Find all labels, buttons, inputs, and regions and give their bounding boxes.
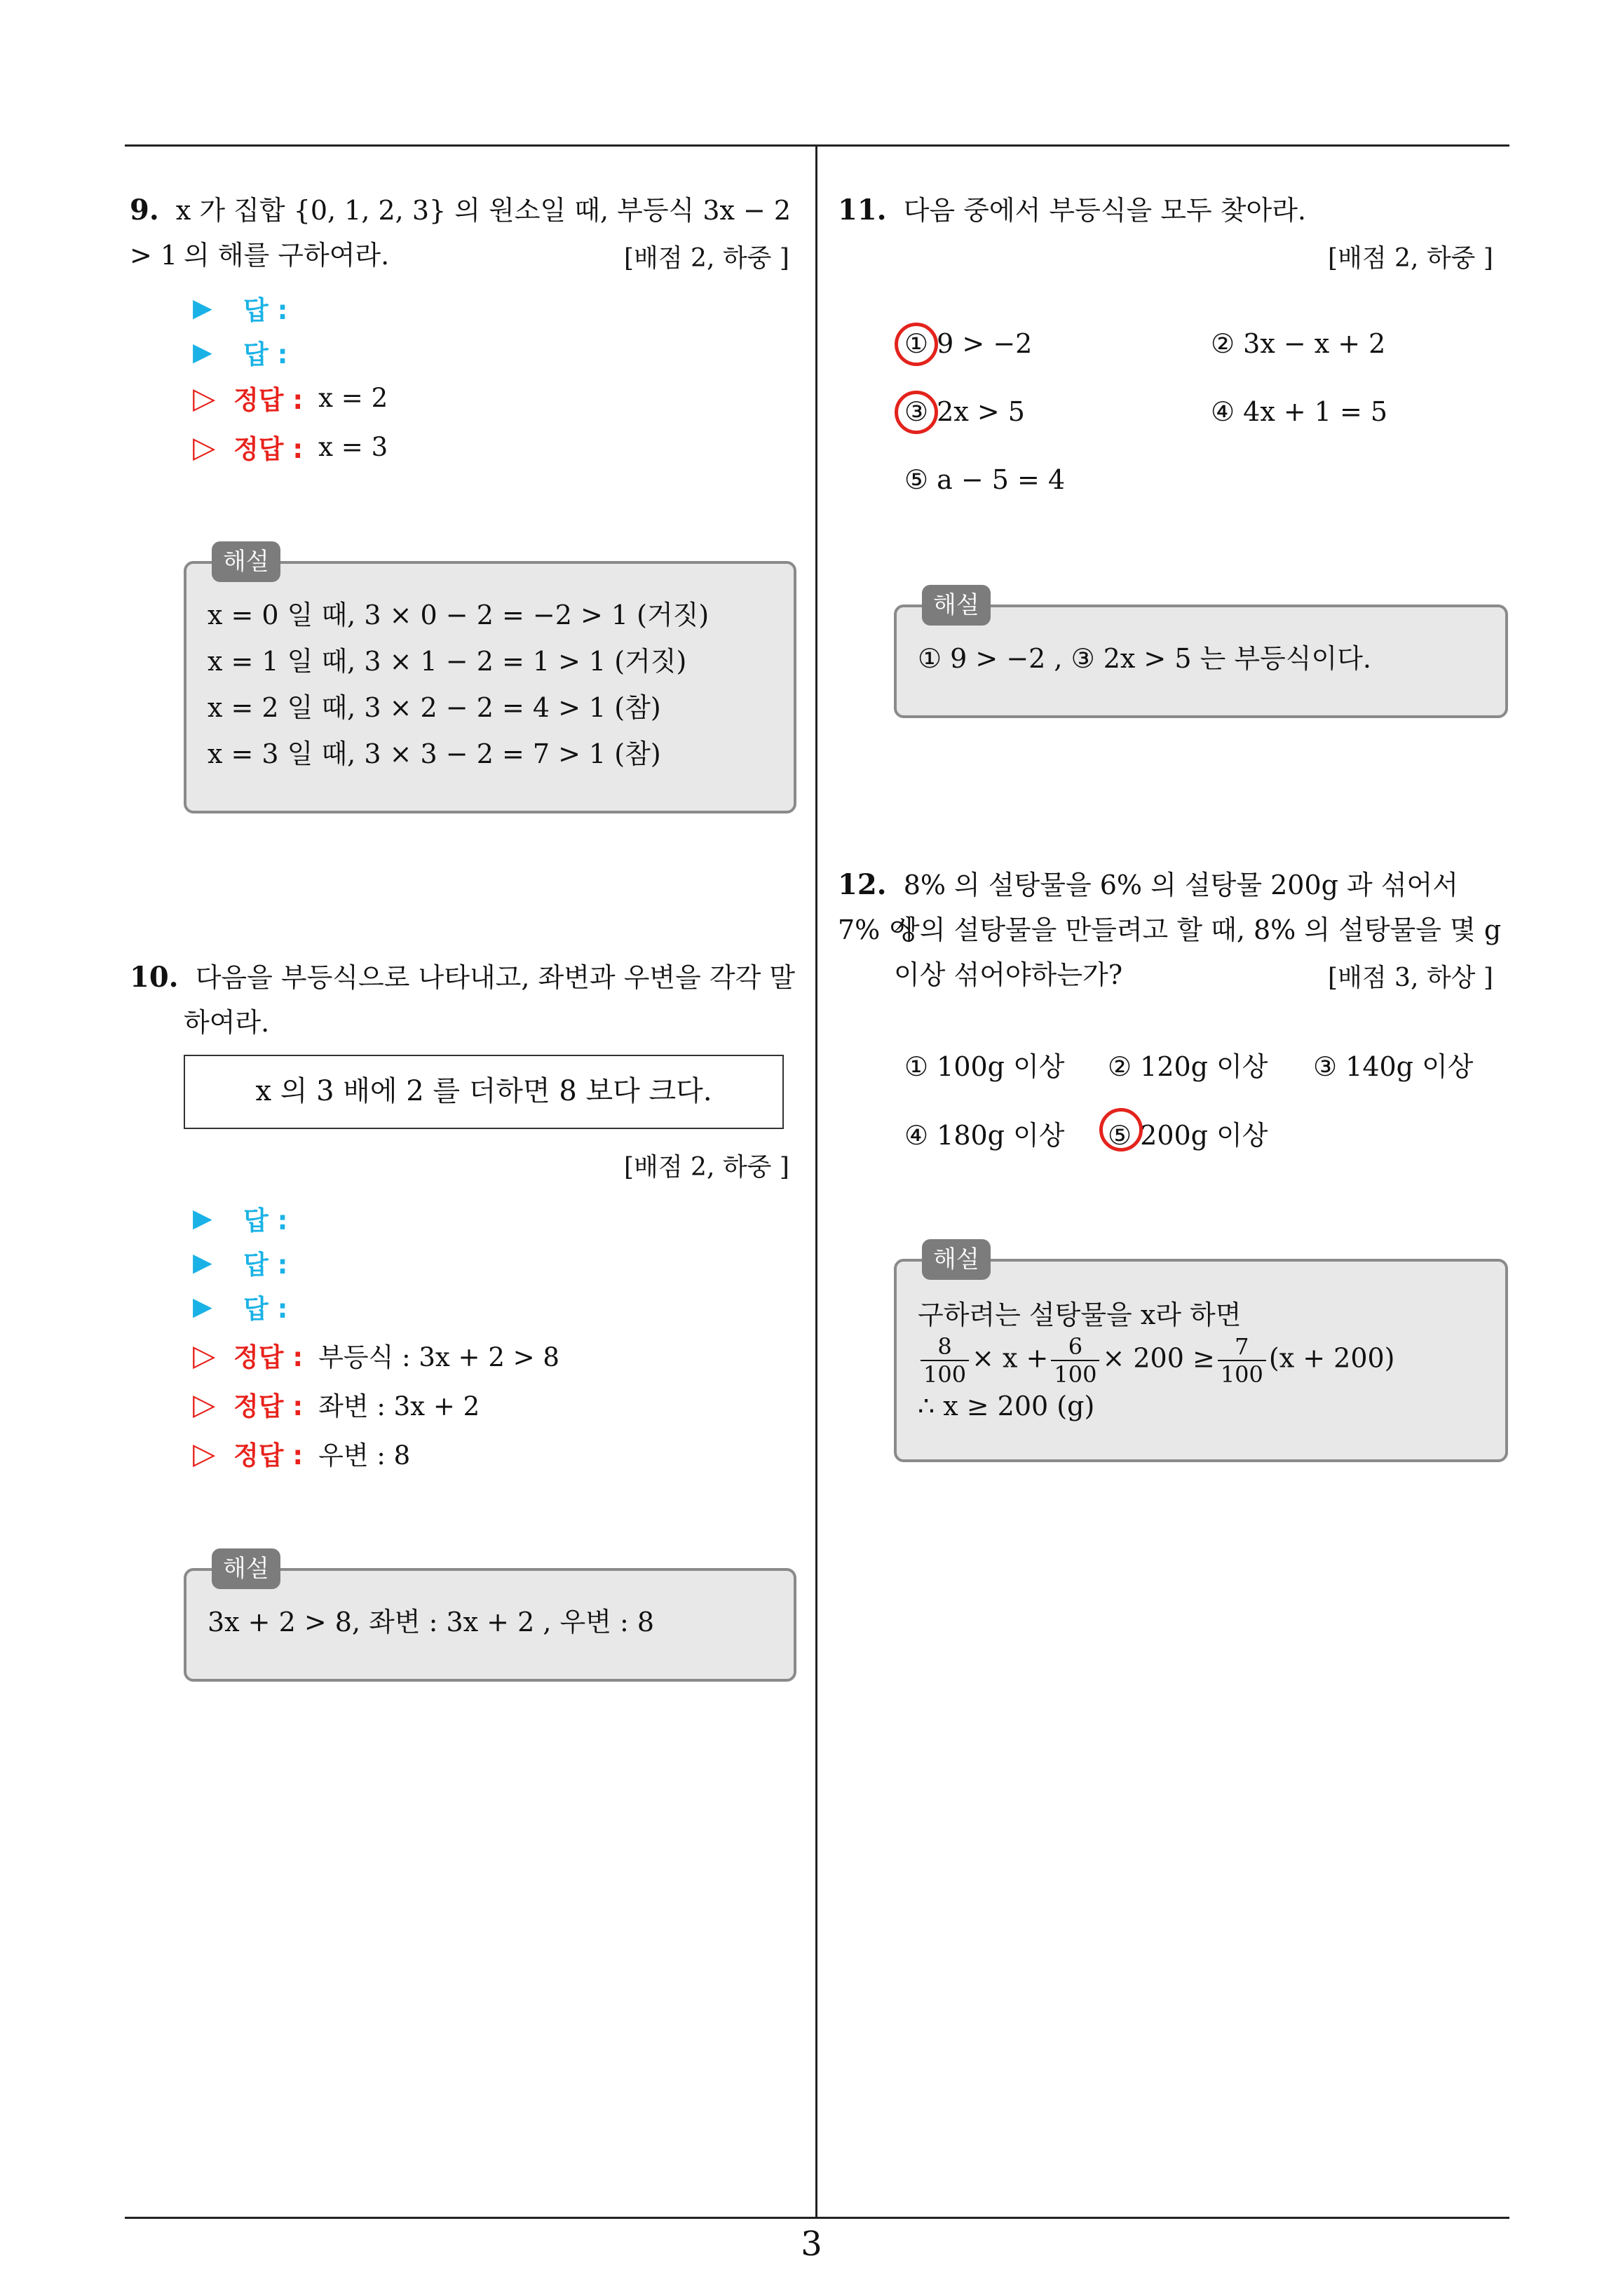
answer-row[interactable] — [193, 333, 308, 371]
question-12-score: [배점 3, 하상 ] — [1328, 964, 1493, 992]
solution-line: x = 0 일 때, 3 × 0 − 2 = −2 > 1 (거짓) — [208, 600, 709, 630]
question-10-statement-box — [184, 1055, 784, 1129]
question-11-number: 11. — [838, 194, 887, 227]
red-triangle-icon: ▷ — [193, 1386, 216, 1422]
answer-label: 답 : — [243, 1294, 288, 1324]
correct-answer-value: x = 3 — [318, 431, 388, 462]
correct-label: 정답 : — [233, 385, 304, 415]
choice-2[interactable]: ② 120g 이상 — [1108, 1051, 1268, 1082]
solution-line: x = 1 일 때, 3 × 1 − 2 = 1 > 1 (거짓) — [208, 646, 687, 677]
choice-5[interactable]: ⑤ 200g 이상 — [1108, 1120, 1268, 1151]
question-11-score: [배점 2, 하중 ] — [1328, 244, 1493, 273]
correct-answer-row — [193, 428, 388, 466]
answer-row[interactable] — [193, 1288, 308, 1325]
choice-3[interactable]: ③ 140g 이상 — [1313, 1051, 1474, 1082]
blue-triangle-icon: ▶ — [193, 337, 212, 367]
solution-box-12 — [894, 1259, 1508, 1462]
blue-triangle-icon: ▶ — [193, 1203, 212, 1233]
selected-circle-mark — [1099, 1108, 1143, 1152]
question-10-number: 10. — [130, 961, 179, 994]
question-12-text-line3: 이상 섞어야하는가? — [894, 959, 1123, 990]
choice-2[interactable]: ② 3x − x + 2 — [1211, 328, 1386, 359]
choice-5[interactable]: ⑤ a − 5 = 4 — [904, 464, 1066, 495]
question-12-line2 — [894, 907, 1501, 952]
question-9-text-line2: 의 해를 구하여라. — [184, 240, 390, 271]
solution-inequality: $\frac{8}{100}$ × x + $\frac{6}{100}$ × 200 ≥ $\frac{7}{100}$ (x + 200) — [918, 1333, 1484, 1388]
answer-label: 답 : — [243, 1206, 288, 1236]
question-10-score: [배점 2, 하중 ] — [624, 1153, 789, 1182]
answer-row[interactable] — [193, 1199, 308, 1237]
solution-box-9 — [184, 561, 796, 813]
correct-answer-row — [193, 1434, 410, 1472]
solution-tab: 해설 — [212, 1548, 280, 1589]
correct-answer-value: 우변 : 8 — [318, 1440, 411, 1471]
question-9-score: [배점 2, 하중 ] — [624, 244, 789, 273]
correct-answer-value: 좌변 : 3x + 2 — [318, 1391, 480, 1422]
question-11 — [838, 188, 1504, 233]
fraction: $\frac{6}{100}$ — [1051, 1333, 1099, 1388]
solution-line: ∴ x ≥ 200 (g) — [918, 1391, 1095, 1422]
statement-text: x 의 3 배에 2 를 더하면 8 보다 크다. — [255, 1075, 712, 1107]
correct-answer-value: x = 2 — [318, 382, 388, 413]
answer-row[interactable] — [193, 1243, 308, 1281]
choice-4[interactable]: ④ 4x + 1 = 5 — [1211, 396, 1388, 427]
correct-answer-value: 부등식 : 3x + 2 > 8 — [318, 1342, 559, 1372]
question-12-number: 12. — [838, 868, 887, 901]
selected-circle-mark — [895, 391, 938, 434]
correct-label: 정답 : — [233, 1342, 304, 1372]
question-11-text-line1: 다음 중에서 부등식을 모두 찾아라. — [903, 195, 1306, 226]
blue-triangle-icon: ▶ — [193, 1248, 212, 1277]
solution-tab: 해설 — [212, 541, 280, 582]
answer-label: 답 : — [243, 1250, 288, 1280]
blue-triangle-icon: ▶ — [193, 1292, 212, 1321]
correct-answer-row — [193, 379, 388, 417]
correct-answer-row — [193, 1385, 480, 1423]
question-9-number: 9. — [130, 194, 159, 227]
solution-line: x = 3 일 때, 3 × 3 − 2 = 7 > 1 (참) — [208, 738, 661, 769]
red-triangle-icon: ▷ — [193, 1436, 216, 1471]
red-triangle-icon: ▷ — [193, 429, 216, 464]
choice-3[interactable]: ③ 2x > 5 — [904, 396, 1025, 427]
selected-circle-mark — [895, 323, 938, 366]
solution-line: 구하려는 설탕물을 x라 하면 — [918, 1299, 1242, 1330]
question-10-text-line1: 다음을 부등식으로 나타내고, 좌변과 우변을 각각 말 — [195, 962, 796, 993]
correct-label: 정답 : — [233, 1440, 304, 1471]
solution-line: x = 2 일 때, 3 × 2 − 2 = 4 > 1 (참) — [208, 692, 661, 723]
solution-tab: 해설 — [922, 585, 991, 626]
correct-label: 정답 : — [233, 1391, 304, 1422]
red-triangle-icon: ▷ — [193, 1337, 216, 1372]
column-divider — [815, 144, 817, 2218]
choice-1[interactable]: ① 100g 이상 — [904, 1051, 1065, 1082]
solution-tab: 해설 — [922, 1239, 991, 1280]
answer-label: 답 : — [243, 295, 288, 325]
page-number: 3 — [801, 2224, 822, 2264]
answer-row[interactable] — [193, 289, 308, 327]
question-12-text-line1: 8% 의 설탕물을 6% 의 설탕물 200g 과 섞어서 7% 이 — [838, 870, 1458, 945]
fraction: $\frac{8}{100}$ — [921, 1333, 969, 1388]
correct-label: 정답 : — [233, 434, 304, 464]
blue-triangle-icon: ▶ — [193, 293, 212, 323]
solution-line: ① 9 > −2 , ③ 2x > 5 는 부등식이다. — [918, 643, 1371, 674]
fraction: $\frac{7}{100}$ — [1218, 1333, 1266, 1388]
question-10-line2 — [184, 1000, 269, 1045]
answer-label: 답 : — [243, 339, 288, 370]
choice-4[interactable]: ④ 180g 이상 — [904, 1120, 1065, 1151]
red-triangle-icon: ▷ — [193, 380, 216, 415]
question-10-text-line2: 하여라. — [184, 1007, 270, 1038]
question-9-text-line1: x 가 집합 {0, 1, 2, 3} 의 원소일 때, 부등식 3x − 2 > 1 — [130, 195, 792, 271]
correct-answer-row — [193, 1336, 559, 1374]
question-12-line3 — [894, 952, 1122, 997]
question-9-line2 — [184, 233, 389, 278]
solution-line: 3x + 2 > 8, 좌변 : 3x + 2 , 우변 : 8 — [208, 1607, 655, 1637]
question-12-text-line2: 상의 설탕물을 만들려고 할 때, 8% 의 설탕물을 몇 g — [894, 914, 1502, 945]
question-10 — [130, 955, 803, 1000]
bottom-rule — [125, 2217, 1509, 2219]
choice-1[interactable]: ① 9 > −2 — [904, 328, 1033, 359]
